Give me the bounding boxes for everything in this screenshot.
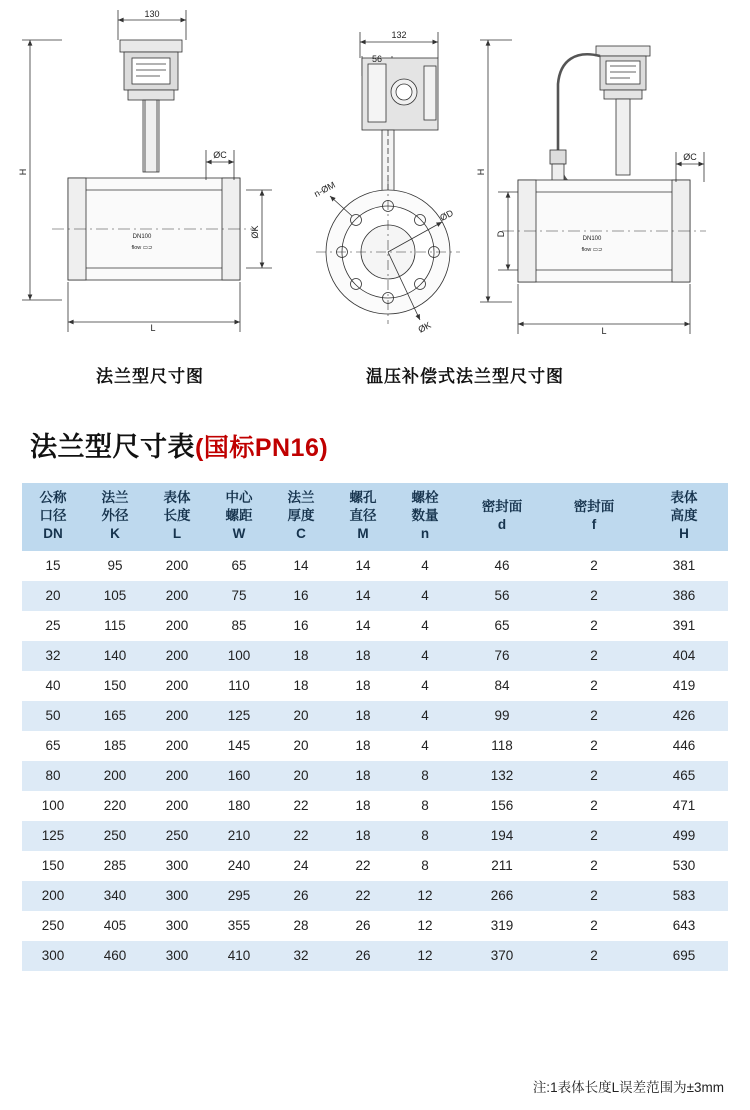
table-cell: 404 — [640, 641, 728, 671]
section-title-main: 法兰型尺寸表 — [30, 432, 195, 462]
table-cell: 18 — [332, 641, 394, 671]
table-cell: 471 — [640, 791, 728, 821]
table-cell: 125 — [22, 821, 84, 851]
table-cell: 2 — [548, 641, 640, 671]
table-header-cell — [640, 483, 728, 551]
table-cell: 65 — [456, 611, 548, 641]
table-row — [22, 641, 728, 671]
table-cell: 2 — [548, 761, 640, 791]
table-cell: 99 — [456, 701, 548, 731]
table-cell: 200 — [22, 881, 84, 911]
table-cell: 426 — [640, 701, 728, 731]
table-cell: 14 — [332, 551, 394, 581]
table-cell: 8 — [394, 851, 456, 881]
svg-text:flow ▭⊃: flow ▭⊃ — [581, 247, 603, 253]
header-line2: 螺距 — [225, 508, 253, 524]
table-cell: 156 — [456, 791, 548, 821]
header-code: DN — [43, 526, 63, 542]
table-cell: 419 — [640, 671, 728, 701]
table-cell: 32 — [22, 641, 84, 671]
dim-left-h: H — [18, 168, 28, 176]
table-cell: 16 — [270, 611, 332, 641]
table-cell: 200 — [146, 551, 208, 581]
table-cell: 28 — [270, 911, 332, 941]
svg-text:DN100: DN100 — [132, 234, 152, 240]
dim-mid-k: ØK — [416, 319, 433, 335]
table-cell: 300 — [146, 851, 208, 881]
header-line1: 螺栓 — [411, 490, 439, 505]
table-cell: 410 — [208, 941, 270, 971]
table-cell: 319 — [456, 911, 548, 941]
header-line1: 表体 — [163, 490, 191, 505]
header-code: H — [679, 526, 689, 542]
table-row — [22, 821, 728, 851]
table-cell: 300 — [146, 941, 208, 971]
dim-mid-sub: 56 — [371, 54, 383, 64]
table-cell: 4 — [394, 611, 456, 641]
table-row — [22, 851, 728, 881]
table-cell: 18 — [332, 701, 394, 731]
table-header-cell — [270, 483, 332, 551]
table-cell: 20 — [270, 701, 332, 731]
table-header-row — [22, 483, 728, 551]
table-cell: 4 — [394, 641, 456, 671]
table-cell: 160 — [208, 761, 270, 791]
header-code: M — [357, 526, 369, 542]
table-cell: 15 — [22, 551, 84, 581]
table-cell: 250 — [84, 821, 146, 851]
table-cell: 65 — [208, 551, 270, 581]
table-cell: 2 — [548, 581, 640, 611]
table-cell: 20 — [270, 731, 332, 761]
table-cell: 12 — [394, 941, 456, 971]
table-cell: 22 — [332, 851, 394, 881]
section-title-standard: (国标PN16) — [195, 434, 329, 462]
table-cell: 2 — [548, 851, 640, 881]
table-body — [22, 551, 728, 971]
table-cell: 50 — [22, 701, 84, 731]
table-row — [22, 551, 728, 581]
table-cell: 220 — [84, 791, 146, 821]
table-cell: 118 — [456, 731, 548, 761]
table-cell: 4 — [394, 731, 456, 761]
table-cell: 200 — [84, 761, 146, 791]
header-code: n — [420, 526, 430, 542]
header-line2: 外径 — [101, 508, 129, 524]
table-row — [22, 611, 728, 641]
table-cell: 4 — [394, 551, 456, 581]
table-cell: 25 — [22, 611, 84, 641]
table-cell: 250 — [22, 911, 84, 941]
table-cell: 14 — [332, 611, 394, 641]
table-cell: 26 — [332, 941, 394, 971]
dim-mid-top: 132 — [391, 30, 407, 40]
dimension-table-wrapper — [22, 483, 728, 971]
svg-text:DN100: DN100 — [582, 236, 602, 242]
table-header-cell — [394, 483, 456, 551]
table-cell: 95 — [84, 551, 146, 581]
dim-right-h: H — [476, 168, 486, 176]
table-cell: 110 — [208, 671, 270, 701]
table-cell: 240 — [208, 851, 270, 881]
table-cell: 530 — [640, 851, 728, 881]
svg-text:flow ▭⊃: flow ▭⊃ — [131, 245, 153, 251]
table-cell: 80 — [22, 761, 84, 791]
table-cell: 340 — [84, 881, 146, 911]
dim-left-k: ØK — [250, 225, 260, 239]
table-cell: 8 — [394, 761, 456, 791]
table-cell: 465 — [640, 761, 728, 791]
table-cell: 46 — [456, 551, 548, 581]
table-cell: 2 — [548, 701, 640, 731]
table-cell: 56 — [456, 581, 548, 611]
table-cell: 370 — [456, 941, 548, 971]
table-cell: 22 — [270, 791, 332, 821]
table-cell: 132 — [456, 761, 548, 791]
table-cell: 2 — [548, 821, 640, 851]
table-cell: 200 — [146, 671, 208, 701]
table-row — [22, 881, 728, 911]
dimension-table — [22, 483, 728, 971]
header-code: K — [110, 526, 120, 542]
table-cell: 18 — [332, 731, 394, 761]
table-cell: 194 — [456, 821, 548, 851]
table-cell: 300 — [22, 941, 84, 971]
table-cell: 12 — [394, 881, 456, 911]
table-cell: 105 — [84, 581, 146, 611]
table-cell: 2 — [548, 671, 640, 701]
table-cell: 285 — [84, 851, 146, 881]
table-row — [22, 731, 728, 761]
table-cell: 4 — [394, 671, 456, 701]
dim-mid-d: ØD — [438, 207, 455, 223]
table-cell: 2 — [548, 551, 640, 581]
header-line1: 公称 — [39, 490, 67, 505]
table-cell: 499 — [640, 821, 728, 851]
table-cell: 200 — [146, 731, 208, 761]
table-cell: 84 — [456, 671, 548, 701]
table-cell: 150 — [22, 851, 84, 881]
table-cell: 145 — [208, 731, 270, 761]
header-line1: 螺孔 — [349, 490, 377, 505]
table-cell: 26 — [270, 881, 332, 911]
table-cell: 200 — [146, 791, 208, 821]
dim-right-d: D — [496, 230, 506, 238]
table-cell: 2 — [548, 881, 640, 911]
dim-right-length: L — [601, 326, 607, 336]
table-cell: 391 — [640, 611, 728, 641]
table-cell: 24 — [270, 851, 332, 881]
table-cell: 100 — [208, 641, 270, 671]
table-cell: 8 — [394, 791, 456, 821]
table-cell: 2 — [548, 911, 640, 941]
table-cell: 165 — [84, 701, 146, 731]
dimension-drawings-svg — [0, 0, 750, 400]
table-cell: 355 — [208, 911, 270, 941]
dim-left-top: 130 — [144, 9, 160, 19]
drawing-captions — [0, 362, 750, 387]
table-cell: 200 — [146, 611, 208, 641]
header-code: W — [232, 526, 246, 542]
dim-right-c: ØC — [683, 152, 697, 162]
table-row — [22, 791, 728, 821]
table-cell: 446 — [640, 731, 728, 761]
caption-temp-pressure-compensated: 温压补偿式法兰型尺寸图 — [366, 367, 564, 386]
table-header-cell — [146, 483, 208, 551]
header-line2: 数量 — [411, 508, 439, 524]
table-cell: 4 — [394, 581, 456, 611]
table-cell: 4 — [394, 701, 456, 731]
table-cell: 2 — [548, 611, 640, 641]
table-cell: 266 — [456, 881, 548, 911]
table-row — [22, 911, 728, 941]
table-cell: 115 — [84, 611, 146, 641]
table-cell: 200 — [146, 761, 208, 791]
table-cell: 18 — [332, 791, 394, 821]
table-cell: 180 — [208, 791, 270, 821]
header-line1: 法兰 — [287, 490, 315, 505]
table-cell: 200 — [146, 701, 208, 731]
header-code: f — [591, 517, 597, 533]
table-cell: 200 — [146, 581, 208, 611]
table-cell: 75 — [208, 581, 270, 611]
table-cell: 8 — [394, 821, 456, 851]
table-row — [22, 941, 728, 971]
header-line2: 密封面 — [481, 499, 523, 515]
dim-left-length: L — [150, 323, 156, 333]
header-code: C — [296, 526, 306, 542]
table-cell: 18 — [332, 821, 394, 851]
table-cell: 2 — [548, 941, 640, 971]
table-cell: 76 — [456, 641, 548, 671]
table-cell: 22 — [270, 821, 332, 851]
header-line2: 高度 — [670, 508, 698, 524]
table-cell: 643 — [640, 911, 728, 941]
table-cell: 2 — [548, 791, 640, 821]
table-cell: 250 — [146, 821, 208, 851]
table-cell: 85 — [208, 611, 270, 641]
header-line2: 直径 — [349, 508, 377, 524]
table-cell: 583 — [640, 881, 728, 911]
table-header-cell — [84, 483, 146, 551]
table-cell: 295 — [208, 881, 270, 911]
table-cell: 14 — [270, 551, 332, 581]
header-line2: 厚度 — [287, 508, 315, 524]
table-cell: 140 — [84, 641, 146, 671]
technical-drawings-area — [0, 0, 750, 400]
table-cell: 2 — [548, 731, 640, 761]
table-cell: 18 — [270, 641, 332, 671]
table-row — [22, 671, 728, 701]
table-header-cell — [548, 483, 640, 551]
table-cell: 18 — [332, 761, 394, 791]
table-cell: 26 — [332, 911, 394, 941]
table-header-cell — [22, 483, 84, 551]
table-cell: 300 — [146, 881, 208, 911]
table-cell: 200 — [146, 641, 208, 671]
table-cell: 65 — [22, 731, 84, 761]
table-cell: 40 — [22, 671, 84, 701]
header-line2: 密封面 — [573, 499, 615, 515]
table-cell: 100 — [22, 791, 84, 821]
table-cell: 405 — [84, 911, 146, 941]
table-cell: 300 — [146, 911, 208, 941]
header-line1: 中心 — [225, 490, 253, 505]
header-code: L — [172, 526, 182, 542]
table-cell: 150 — [84, 671, 146, 701]
table-cell: 211 — [456, 851, 548, 881]
header-line1: 法兰 — [101, 490, 129, 505]
table-cell: 18 — [332, 671, 394, 701]
table-cell: 32 — [270, 941, 332, 971]
table-row — [22, 581, 728, 611]
table-header-cell — [456, 483, 548, 551]
table-cell: 695 — [640, 941, 728, 971]
table-row — [22, 761, 728, 791]
table-cell: 22 — [332, 881, 394, 911]
table-cell: 16 — [270, 581, 332, 611]
table-header-cell — [208, 483, 270, 551]
caption-flange-type: 法兰型尺寸图 — [96, 367, 204, 386]
table-cell: 386 — [640, 581, 728, 611]
table-cell: 381 — [640, 551, 728, 581]
dim-mid-holes: n-ØM — [312, 179, 337, 200]
header-line2: 长度 — [163, 508, 191, 524]
table-cell: 210 — [208, 821, 270, 851]
table-cell: 460 — [84, 941, 146, 971]
table-cell: 18 — [270, 671, 332, 701]
dim-left-c: ØC — [213, 150, 227, 160]
table-cell: 125 — [208, 701, 270, 731]
header-line1: 表体 — [670, 490, 698, 505]
header-code: d — [497, 517, 507, 533]
header-line2: 口径 — [39, 508, 67, 524]
table-cell: 12 — [394, 911, 456, 941]
table-cell: 14 — [332, 581, 394, 611]
table-footnote: 注:1表体长度L误差范围为±3mm — [532, 1080, 724, 1095]
table-row — [22, 701, 728, 731]
table-header-cell — [332, 483, 394, 551]
section-title — [30, 425, 328, 464]
table-cell: 20 — [22, 581, 84, 611]
table-cell: 185 — [84, 731, 146, 761]
table-cell: 20 — [270, 761, 332, 791]
